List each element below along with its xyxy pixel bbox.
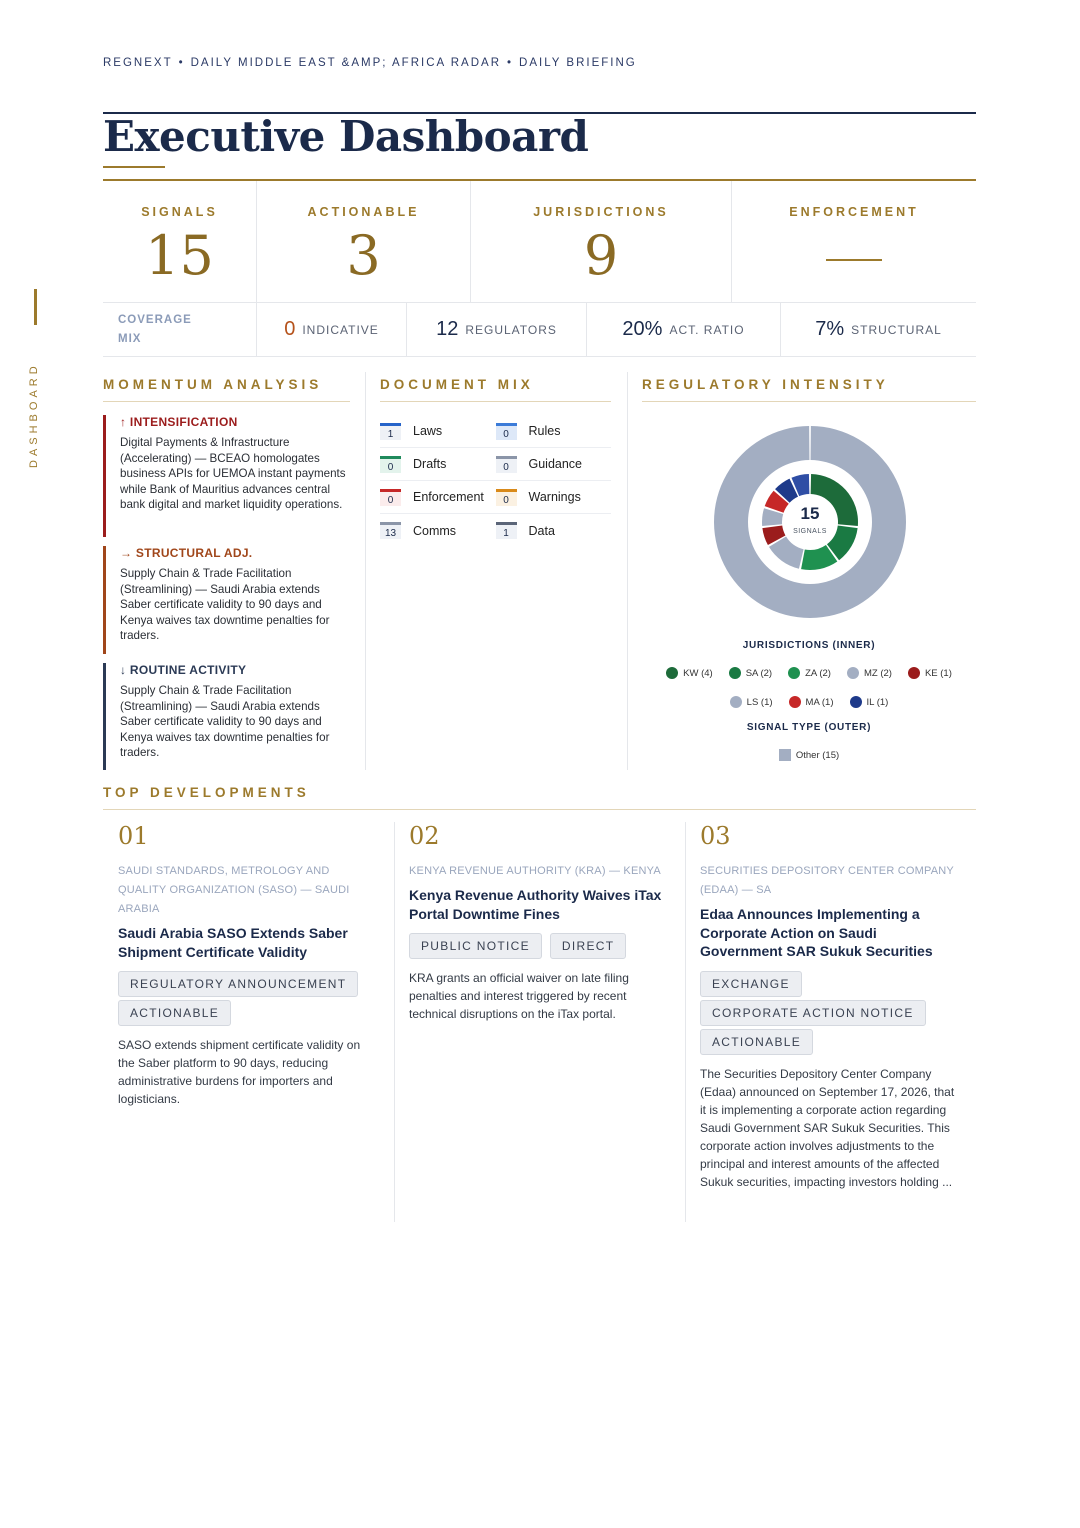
kpi-value: 3: [346, 224, 381, 287]
momentum-rule: [103, 401, 350, 402]
momentum-heading: MOMENTUM ANALYSIS: [103, 377, 323, 392]
doc-count-badge: 0: [496, 456, 517, 473]
legend-item: [666, 667, 713, 679]
legend-swatch: [847, 667, 859, 679]
coverage-number: 20%: [622, 318, 663, 340]
tag-badge: REGULATORY ANNOUNCEMENT: [118, 971, 358, 997]
doc-count-badge: 0: [496, 489, 517, 506]
doc-count-badge: 1: [496, 522, 517, 539]
title-underline: [103, 166, 165, 168]
legend-swatch: [850, 696, 862, 708]
coverage-number: 0: [284, 318, 296, 340]
document-mix-row: [380, 481, 611, 514]
document-mix-row: [380, 514, 611, 547]
development-card[interactable]: [118, 822, 370, 1108]
coverage-label: [103, 303, 257, 356]
breadcrumb: [103, 57, 637, 69]
development-card[interactable]: [409, 822, 671, 1023]
legend-swatch: [788, 667, 800, 679]
kpi-label: JURISDICTIONS: [533, 205, 669, 219]
legend-label: MZ (2): [863, 667, 892, 679]
intensity-rule: [642, 401, 976, 402]
doc-type-label: Warnings: [528, 490, 581, 504]
doc-count-badge: 0: [380, 456, 401, 473]
document-mix-row: [380, 415, 611, 448]
legend-label: KW (4): [683, 667, 713, 679]
doc-count-badge: 0: [380, 489, 401, 506]
momentum-intensification: [103, 415, 353, 537]
kpi-label: SIGNALS: [141, 205, 218, 219]
doc-type-rules: [496, 415, 612, 447]
tag-badge: CORPORATE ACTION NOTICE: [700, 1000, 926, 1026]
development-number: 01: [118, 822, 149, 850]
coverage-structural: [781, 303, 976, 356]
momentum-structural: [103, 546, 353, 654]
coverage-act-ratio: [587, 303, 781, 356]
legend-item: [779, 749, 839, 761]
development-summary: SASO extends shipment certificate validity on the Saber platform to 90 days, reducing administrative burdens for importers and logisticians.: [118, 1038, 361, 1106]
momentum-title: → STRUCTURAL ADJ.: [120, 546, 253, 560]
development-headline[interactable]: Kenya Revenue Authority Waives iTax Portal Downtime Fines: [409, 887, 662, 922]
kpi-empty-dash: [826, 259, 882, 261]
development-source: SAUDI STANDARDS, METROLOGY AND QUALITY ORGANIZATION (SASO) — SAUDI ARABIA: [118, 865, 350, 915]
column-divider: [685, 822, 686, 1222]
breadcrumb-separator: •: [178, 57, 185, 69]
document-mix-row: [380, 448, 611, 481]
doc-type-comms: [380, 514, 496, 547]
legend-swatch: [729, 667, 741, 679]
doc-type-warnings: [496, 481, 612, 513]
side-section-label: DASHBOARD: [28, 362, 40, 468]
donut-center-value: 15: [800, 504, 820, 523]
legend-label: ZA (2): [805, 667, 831, 679]
kpi-value: 9: [583, 224, 619, 287]
coverage-label-line: COVERAGE: [118, 313, 192, 326]
legend-item: [729, 667, 772, 679]
legend-label: LS (1): [746, 696, 773, 708]
kpi-actionable: [257, 181, 471, 302]
legend-label: MA (1): [805, 696, 834, 708]
legend-label: Other (15): [795, 749, 840, 761]
tag-badge: PUBLIC NOTICE: [409, 933, 542, 959]
doc-type-guidance: [496, 448, 612, 480]
doc-type-label: Enforcement: [413, 490, 484, 504]
doc-type-label: Drafts: [413, 457, 447, 471]
development-number: 02: [409, 822, 440, 850]
doc-count-badge: 1: [380, 423, 401, 440]
legend-item: [908, 667, 952, 679]
kpi-jurisdictions: [471, 181, 732, 302]
coverage-regulators: [407, 303, 587, 356]
coverage-row: [103, 303, 976, 357]
legend-item: [788, 667, 831, 679]
legend-inner-row: [642, 667, 976, 679]
kpi-row: [103, 181, 976, 303]
development-source: KENYA REVENUE AUTHORITY (KRA) — KENYA: [409, 865, 661, 877]
development-tags: [409, 933, 671, 959]
intensity-heading: REGULATORY INTENSITY: [642, 377, 889, 392]
document-mix-rule: [380, 401, 611, 402]
doc-type-label: Rules: [528, 424, 561, 438]
development-summary: The Securities Depository Center Company (Edaa) announced on September 17, 2026, that it is implementing a corporate action regarding Saudi Government SAR Sukuk Securities. This corporate action involves adjustments to the principal and interest amounts of the affected Sukuk securities, impacting investors holding ...: [700, 1066, 955, 1189]
breadcrumb-section: DAILY BRIEFING: [519, 57, 637, 69]
coverage-word: STRUCTURAL: [851, 322, 942, 337]
development-source: SECURITIES DEPOSITORY CENTER COMPANY (EDAA) — SA: [700, 865, 954, 896]
development-tags: [700, 971, 962, 1055]
momentum-body: Supply Chain & Trade Facilitation (Streamlining) — Saudi Arabia extends Saber certificate validity to 90 days and Kenya waives tax downtime penalties for traders.: [120, 567, 330, 642]
doc-type-laws: [380, 415, 496, 447]
intensity-donut-chart: [713, 425, 907, 619]
tag-badge: ACTIONABLE: [700, 1029, 813, 1055]
legend-swatch: [666, 667, 678, 679]
momentum-body: Supply Chain & Trade Facilitation (Streamlining) — Saudi Arabia extends Saber certificate validity to 90 days and Kenya waives tax downtime penalties for traders.: [120, 684, 330, 759]
doc-type-label: Data: [528, 523, 555, 538]
development-card[interactable]: [700, 822, 962, 1191]
development-headline[interactable]: Edaa Announces Implementing a Corporate Action on Saudi Government SAR Sukuk Securities: [700, 906, 933, 959]
breadcrumb-publication[interactable]: DAILY MIDDLE EAST &AMP; AFRICA RADAR: [190, 57, 501, 69]
legend-item: [847, 667, 892, 679]
coverage-indicative: [257, 303, 407, 356]
doc-type-data: [496, 514, 612, 547]
top-developments-heading: TOP DEVELOPMENTS: [103, 785, 310, 800]
kpi-label: ACTIONABLE: [307, 205, 420, 219]
doc-type-label: Laws: [413, 424, 443, 438]
donut-svg: [713, 425, 907, 619]
legend-item: [730, 696, 773, 708]
coverage-word: REGULATORS: [465, 322, 557, 337]
tag-badge: DIRECT: [550, 933, 626, 959]
doc-type-label: Guidance: [528, 457, 583, 471]
doc-type-label: Comms: [413, 523, 457, 538]
legend-inner-row: [642, 696, 976, 708]
breadcrumb-separator: •: [507, 57, 514, 69]
top-developments-rule: [103, 809, 976, 810]
legend-swatch: [789, 696, 801, 708]
column-divider: [365, 372, 366, 770]
coverage-number: 12: [436, 318, 459, 340]
legend-inner-title: JURISDICTIONS (INNER): [742, 640, 876, 651]
kpi-signals: [103, 181, 257, 302]
coverage-number: 7%: [815, 318, 845, 340]
doc-count-badge: 0: [496, 423, 517, 440]
momentum-title: ↓ ROUTINE ACTIVITY: [120, 663, 247, 677]
tag-badge: ACTIONABLE: [118, 1000, 231, 1026]
column-divider: [394, 822, 395, 1222]
coverage-label-line: MIX: [118, 332, 142, 345]
legend-label: KE (1): [924, 667, 952, 679]
legend-outer-title: SIGNAL TYPE (OUTER): [746, 722, 872, 733]
legend-swatch: [779, 749, 791, 761]
momentum-body: Digital Payments & Infrastructure (Accelerating) — BCEAO homologates business APIs for UEMOA instant payments while Bank of Mauritius advances central bank digital and market liquidity operations.: [120, 436, 346, 511]
doc-type-drafts: [380, 448, 496, 480]
development-number: 03: [700, 822, 731, 850]
doc-count-badge: 13: [380, 522, 401, 539]
kpi-value: 15: [145, 224, 214, 287]
coverage-word: ACT. RATIO: [669, 322, 745, 337]
development-headline[interactable]: Saudi Arabia SASO Extends Saber Shipment Certificate Validity: [118, 925, 348, 960]
legend-swatch: [730, 696, 742, 708]
development-tags: [118, 971, 370, 1026]
legend-item: [850, 696, 889, 708]
document-mix-heading: DOCUMENT MIX: [380, 377, 534, 392]
tag-badge: EXCHANGE: [700, 971, 802, 997]
legend-label: IL (1): [866, 696, 889, 708]
column-divider: [627, 372, 628, 770]
doc-type-enforcement: [380, 481, 496, 513]
kpi-enforcement: [732, 181, 976, 302]
legend-swatch: [908, 667, 920, 679]
side-accent-bar: [34, 289, 37, 325]
donut-center-label: SIGNALS: [793, 528, 827, 535]
page-title: Executive Dashboard: [103, 112, 589, 161]
coverage-word: INDICATIVE: [302, 322, 379, 337]
legend-label: SA (2): [745, 667, 773, 679]
legend-outer-row: [642, 749, 976, 761]
kpi-label: ENFORCEMENT: [789, 205, 919, 219]
development-summary: KRA grants an official waiver on late filing penalties and interest triggered by recent technical disruptions on the iTax portal.: [409, 971, 629, 1021]
momentum-routine: [103, 663, 353, 770]
momentum-title: ↑ INTENSIFICATION: [120, 415, 238, 429]
legend-item: [789, 696, 834, 708]
breadcrumb-brand[interactable]: REGNEXT: [103, 57, 173, 69]
